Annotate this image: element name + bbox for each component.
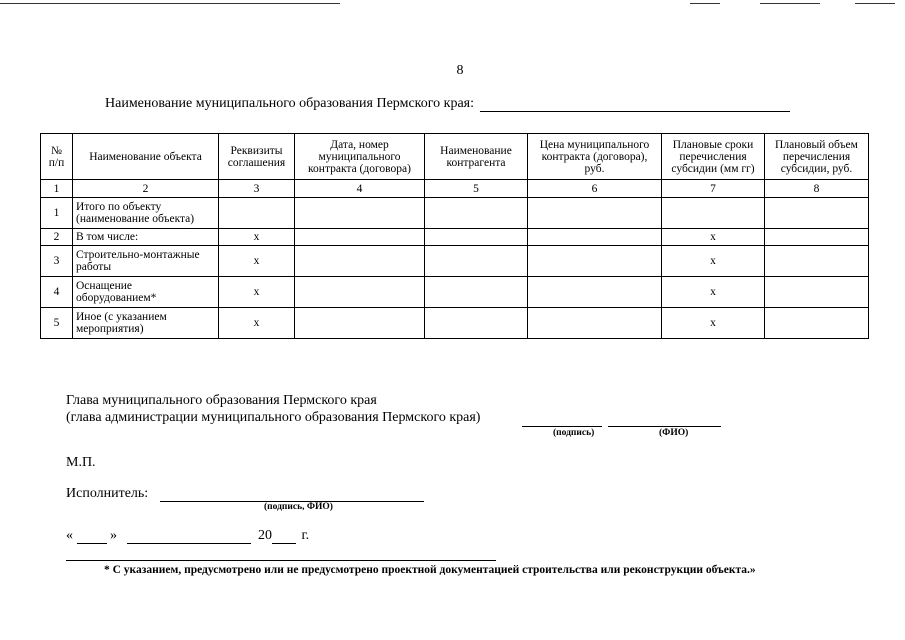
scan-artifact-line	[690, 3, 720, 4]
column-number: 6	[528, 180, 662, 198]
row-price-cell[interactable]	[528, 246, 662, 277]
row-volume-cell[interactable]	[765, 198, 869, 229]
executor-label: Исполнитель:	[66, 486, 149, 501]
row-counterparty-cell[interactable]	[425, 277, 528, 308]
row-terms-cell: x	[662, 246, 765, 277]
row-agreement-cell: x	[219, 277, 295, 308]
row-index: 4	[41, 277, 73, 308]
row-counterparty-cell[interactable]	[425, 198, 528, 229]
table-row	[41, 198, 869, 229]
signatory-title: Глава муниципального образования Пермского края	[66, 393, 377, 408]
row-agreement-cell: x	[219, 308, 295, 339]
stamp-label: М.П.	[66, 455, 96, 470]
row-volume-cell[interactable]	[765, 229, 869, 246]
scan-artifact-line	[760, 3, 820, 4]
row-terms-cell[interactable]	[662, 198, 765, 229]
row-counterparty-cell[interactable]	[425, 246, 528, 277]
column-number: 4	[295, 180, 425, 198]
header-cell: Цена муниципального контракта (договора), руб.	[528, 134, 662, 180]
row-index: 1	[41, 198, 73, 229]
row-price-cell[interactable]	[528, 229, 662, 246]
year-suffix: г.	[301, 528, 310, 543]
executor-caption: (подпись, ФИО)	[264, 502, 333, 512]
row-volume-cell[interactable]	[765, 277, 869, 308]
row-contract-cell[interactable]	[295, 198, 425, 229]
row-contract-cell[interactable]	[295, 277, 425, 308]
row-object-name: Иное (с указанием мероприятия)	[73, 308, 219, 339]
signature-blank[interactable]	[522, 425, 602, 427]
municipality-line	[105, 96, 790, 112]
table-header-row	[41, 134, 869, 180]
column-number: 7	[662, 180, 765, 198]
fio-caption: (ФИО)	[659, 428, 689, 438]
row-contract-cell[interactable]	[295, 246, 425, 277]
date-line	[66, 528, 309, 544]
header-cell: Реквизиты соглашения	[219, 134, 295, 180]
year-prefix: 20	[258, 528, 272, 543]
row-contract-cell[interactable]	[295, 308, 425, 339]
header-cell: Плановый объем перечисления субсидии, руб.	[765, 134, 869, 180]
row-index: 3	[41, 246, 73, 277]
row-agreement-cell[interactable]	[219, 198, 295, 229]
header-cell: Плановые сроки перечисления субсидии (мм гг)	[662, 134, 765, 180]
table-row	[41, 246, 869, 277]
month-blank[interactable]	[127, 529, 251, 544]
row-price-cell[interactable]	[528, 277, 662, 308]
column-number-row	[41, 180, 869, 198]
municipality-blank[interactable]	[480, 97, 790, 112]
table-row	[41, 229, 869, 246]
row-object-name: Итого по объекту (наименование объекта)	[73, 198, 219, 229]
table-row	[41, 308, 869, 339]
row-contract-cell[interactable]	[295, 229, 425, 246]
row-terms-cell: x	[662, 229, 765, 246]
row-object-name: Оснащение оборудованием*	[73, 277, 219, 308]
fio-blank[interactable]	[608, 425, 721, 427]
row-price-cell[interactable]	[528, 308, 662, 339]
page-number: 8	[456, 63, 464, 78]
column-number: 1	[41, 180, 73, 198]
footnote: * С указанием, предусмотрено или не предусмотрено проектной документацией строительства или реконструкции объекта.»	[104, 564, 756, 576]
row-counterparty-cell[interactable]	[425, 308, 528, 339]
header-cell: Дата, номер муниципального контракта (договора)	[295, 134, 425, 180]
row-price-cell[interactable]	[528, 198, 662, 229]
row-index: 5	[41, 308, 73, 339]
footnote-divider	[66, 559, 496, 561]
row-terms-cell: x	[662, 308, 765, 339]
column-number: 3	[219, 180, 295, 198]
header-cell: Наименование объекта	[73, 134, 219, 180]
signature-caption: (подпись)	[553, 428, 595, 438]
row-volume-cell[interactable]	[765, 246, 869, 277]
row-counterparty-cell[interactable]	[425, 229, 528, 246]
row-agreement-cell: x	[219, 229, 295, 246]
column-number: 5	[425, 180, 528, 198]
row-object-name: В том числе:	[73, 229, 219, 246]
table-row	[41, 277, 869, 308]
column-number: 2	[73, 180, 219, 198]
header-cell: № п/п	[41, 134, 73, 180]
date-close-quote: »	[110, 528, 117, 543]
header-cell: Наименование контрагента	[425, 134, 528, 180]
row-terms-cell: x	[662, 277, 765, 308]
row-index: 2	[41, 229, 73, 246]
scan-artifact-line	[0, 3, 340, 4]
day-blank[interactable]	[77, 529, 107, 544]
signatory-subtitle: (глава администрации муниципального образования Пермского края)	[66, 410, 481, 425]
date-open-quote: «	[66, 528, 73, 543]
subsidy-table	[40, 133, 869, 339]
municipality-label: Наименование муниципального образования Пермского края:	[105, 96, 474, 111]
row-object-name: Строительно-монтажные работы	[73, 246, 219, 277]
scan-artifact-line	[855, 3, 895, 4]
row-agreement-cell: x	[219, 246, 295, 277]
year-blank[interactable]	[272, 529, 296, 544]
column-number: 8	[765, 180, 869, 198]
row-volume-cell[interactable]	[765, 308, 869, 339]
